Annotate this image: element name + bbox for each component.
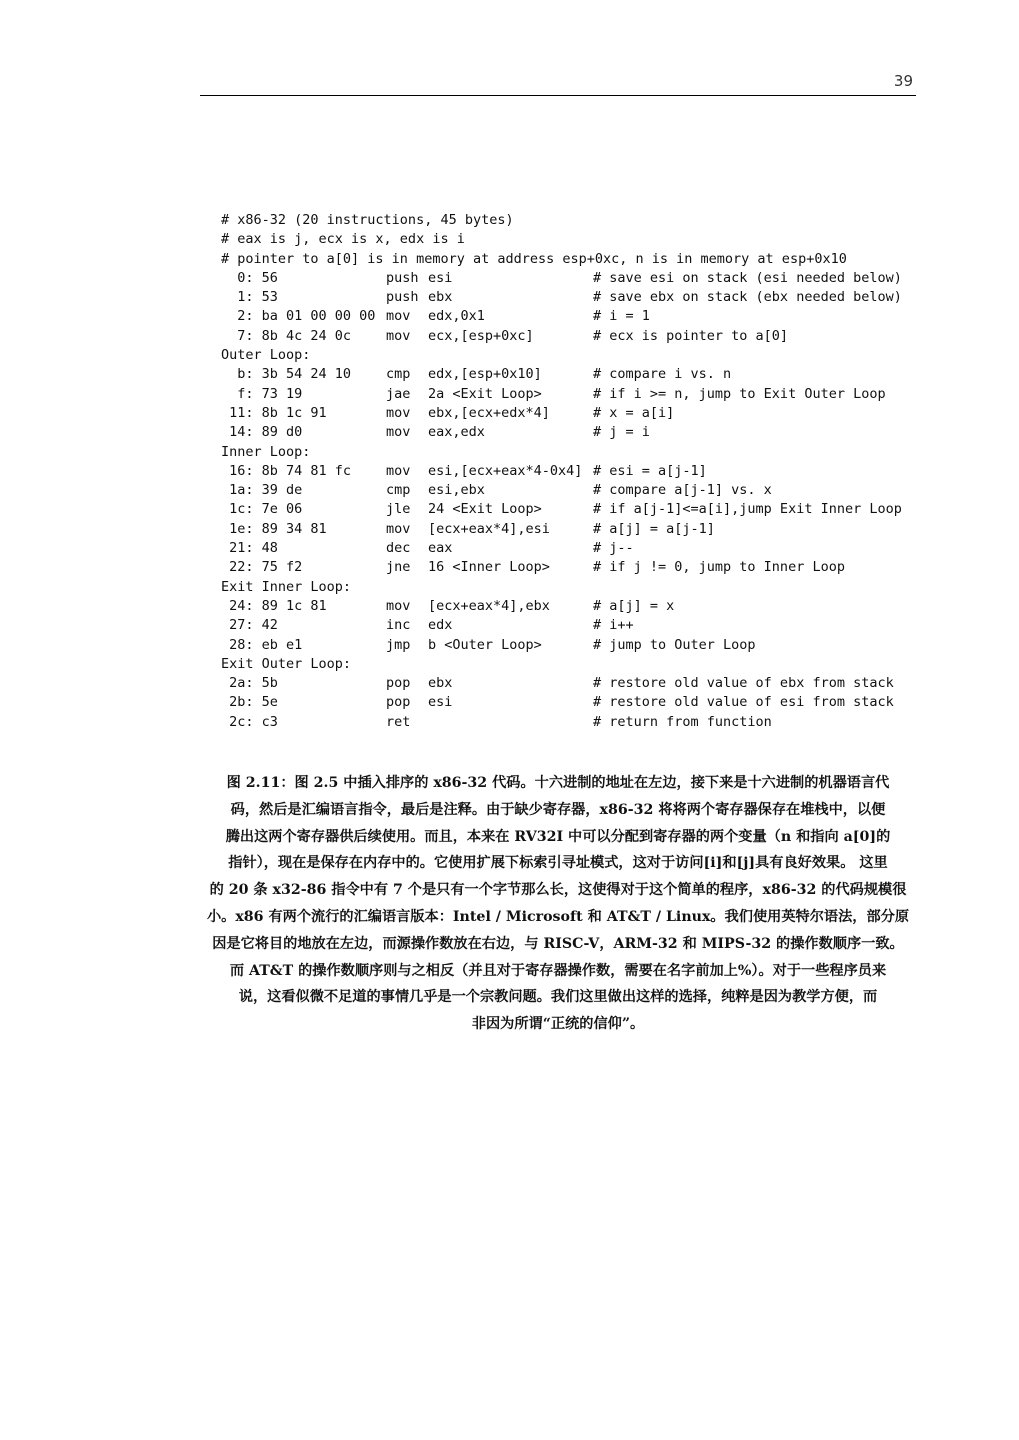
code-operands: [ecx+eax*4],esi [428, 520, 550, 537]
code-opcode: dec [386, 540, 411, 557]
code-address: f: 73 19 [221, 385, 303, 402]
code-label: Exit Outer Loop: [221, 655, 352, 672]
code-label-row [221, 578, 921, 597]
code-comment-text: # pointer to a[0] is in memory at address esp+0xc, n is in memory at esp+0x10 [221, 250, 847, 267]
code-comment: # a[j] = x [593, 597, 675, 614]
code-row [221, 500, 921, 519]
code-comment: # a[j] = a[j-1] [593, 520, 715, 537]
code-comment: # i = 1 [593, 308, 650, 325]
code-comment: # i++ [593, 617, 634, 634]
code-opcode: mov [386, 404, 411, 421]
code-opcode: push [386, 269, 419, 286]
code-address: 1a: 39 de [221, 482, 303, 499]
code-comment-line [221, 230, 921, 249]
code-address: 16: 8b 74 81 fc [221, 462, 352, 479]
code-opcode: pop [386, 675, 411, 692]
code-address: 11: 8b 1c 91 [221, 404, 327, 421]
code-comment: # save esi on stack (esi needed below) [593, 269, 902, 286]
code-operands: b <Outer Loop> [428, 636, 542, 653]
code-opcode: push [386, 289, 419, 306]
code-opcode: cmp [386, 366, 411, 383]
code-comment: # j = i [593, 424, 650, 441]
code-address: 7: 8b 4c 24 0c [221, 327, 352, 344]
code-row [221, 307, 921, 326]
code-address: 1: 53 [221, 289, 278, 306]
code-row [221, 481, 921, 500]
code-operands: eax [428, 540, 453, 557]
code-address: 1c: 7e 06 [221, 501, 303, 518]
caption-line: 码，然后是汇编语言指令，最后是注释。由于缺少寄存器，x86-32 将将两个寄存器保存在堆栈中，以便 [230, 801, 886, 818]
code-row [221, 385, 921, 404]
code-address: 0: 56 [221, 269, 278, 286]
code-comment: # restore old value of esi from stack [593, 694, 894, 711]
code-opcode: inc [386, 617, 411, 634]
code-address: 27: 42 [221, 617, 278, 634]
code-comment: # save ebx on stack (ebx needed below) [593, 289, 902, 306]
code-opcode: ret [386, 713, 411, 730]
code-comment: # j-- [593, 540, 634, 557]
code-comment: # compare a[j-1] vs. x [593, 482, 772, 499]
code-comment: # if a[j-1]<=a[i],jump Exit Inner Loop [593, 501, 902, 518]
code-opcode: mov [386, 327, 411, 344]
code-label-row [221, 346, 921, 365]
code-operands: ebx [428, 675, 453, 692]
code-row [221, 327, 921, 346]
code-row [221, 713, 921, 732]
code-opcode: mov [386, 597, 411, 614]
code-opcode: mov [386, 424, 411, 441]
code-row [221, 558, 921, 577]
code-address: 2c: c3 [221, 713, 278, 730]
code-label: Exit Inner Loop: [221, 578, 352, 595]
code-operands: [ecx+eax*4],ebx [428, 597, 550, 614]
code-comment-text: # x86-32 (20 instructions, 45 bytes) [221, 212, 514, 228]
code-address: 2a: 5b [221, 675, 278, 692]
code-operands: 2a <Exit Loop> [428, 385, 542, 402]
code-label: Inner Loop: [221, 443, 311, 460]
code-comment: # jump to Outer Loop [593, 636, 756, 653]
code-label-row [221, 443, 921, 462]
caption-line: 的 20 条 x32-86 指令中有 7 个是只有一个字节那么长，这使得对于这个简单的程序，x86-32 的代码规模很 [209, 882, 907, 899]
code-row [221, 288, 921, 307]
caption-line: 图 2.11：图 2.5 中插入排序的 x86-32 代码。十六进制的地址在左边，接下来是十六进制的机器语言代 [226, 775, 890, 791]
code-opcode: jmp [386, 636, 411, 653]
code-row [221, 462, 921, 481]
code-row [221, 693, 921, 712]
header-rule [200, 95, 916, 96]
code-comment: # if j != 0, jump to Inner Loop [593, 559, 845, 576]
code-address: 28: eb e1 [221, 636, 303, 653]
code-operands: eax,edx [428, 424, 485, 441]
code-address: 1e: 89 34 81 [221, 520, 327, 537]
caption-line: 非因为所谓“正统的信仰”。 [471, 1016, 645, 1033]
code-address: 14: 89 d0 [221, 424, 303, 441]
code-comment: # ecx is pointer to a[0] [593, 327, 789, 344]
code-opcode: jae [386, 385, 411, 402]
code-address: 22: 75 f2 [221, 559, 303, 576]
code-operands: esi [428, 269, 453, 286]
code-operands: ecx,[esp+0xc] [428, 327, 534, 344]
code-operands: 24 <Exit Loop> [428, 501, 542, 518]
code-opcode: cmp [386, 482, 411, 499]
code-operands: edx,[esp+0x10] [428, 366, 542, 383]
code-comment-text: # eax is j, ecx is x, edx is i [221, 231, 465, 248]
caption-line: 腾出这两个寄存器供后续使用。而且，本来在 RV32I 中可以分配到寄存器的两个变量（n 和指向 a[0]的 [225, 828, 891, 845]
code-operands: esi,ebx [428, 482, 485, 499]
code-row [221, 539, 921, 558]
code-opcode: mov [386, 462, 411, 479]
code-row [221, 520, 921, 539]
code-listing [221, 211, 921, 732]
code-operands: edx,0x1 [428, 308, 485, 325]
code-address: 2: ba 01 00 00 00 [221, 308, 376, 325]
code-row [221, 636, 921, 655]
code-row [221, 597, 921, 616]
code-opcode: jne [386, 559, 411, 576]
code-operands: ebx [428, 289, 453, 306]
code-row [221, 674, 921, 693]
code-comment: # compare i vs. n [593, 366, 732, 383]
code-row [221, 269, 921, 288]
code-operands: esi [428, 694, 453, 711]
code-comment: # return from function [593, 713, 772, 730]
code-address: b: 3b 54 24 10 [221, 366, 352, 383]
code-operands: esi,[ecx+eax*4-0x4] [428, 462, 583, 479]
figure-caption [200, 770, 916, 1038]
code-comment: # restore old value of ebx from stack [593, 675, 894, 692]
code-address: 21: 48 [221, 540, 278, 557]
caption-line: 说，这看似微不足道的事情几乎是一个宗教问题。我们这里做出这样的选择，纯粹是因为教学方便，而 [238, 989, 878, 1006]
page-number: 39 [893, 72, 913, 90]
code-address: 24: 89 1c 81 [221, 597, 327, 614]
code-comment: # if i >= n, jump to Exit Outer Loop [593, 385, 886, 402]
code-operands: ebx,[ecx+edx*4] [428, 404, 550, 421]
code-operands: edx [428, 617, 453, 634]
code-row [221, 616, 921, 635]
code-comment-line [221, 250, 921, 269]
code-row [221, 423, 921, 442]
code-address: 2b: 5e [221, 694, 278, 711]
code-comment-line [221, 211, 921, 230]
code-label-row [221, 655, 921, 674]
code-opcode: mov [386, 308, 411, 325]
code-opcode: mov [386, 520, 411, 537]
code-opcode: jle [386, 501, 411, 518]
caption-line: 小。x86 有两个流行的汇编语言版本：Intel / Microsoft 和 AT&T / Linux。我们使用英特尔语法，部分原 [206, 908, 910, 925]
code-label: Outer Loop: [221, 347, 311, 364]
caption-line: 而 AT&T 的操作数顺序则与之相反（并且对于寄存器操作数，需要在名字前加上%）。对于一些程序员来 [229, 962, 887, 979]
code-comment: # esi = a[j-1] [593, 462, 707, 479]
caption-line: 指针），现在是保存在内存中的。它使用扩展下标索引寻址模式，这对于访问[i]和[j]具有良好效果。 这里 [228, 855, 888, 872]
code-operands: 16 <Inner Loop> [428, 559, 550, 576]
code-row [221, 404, 921, 423]
code-row [221, 365, 921, 384]
code-comment: # x = a[i] [593, 404, 675, 421]
code-opcode: pop [386, 694, 411, 711]
caption-line: 因是它将目的地放在左边，而源操作数放在右边，与 RISC-V，ARM-32 和 MIPS-32 的操作数顺序一致。 [212, 935, 904, 952]
